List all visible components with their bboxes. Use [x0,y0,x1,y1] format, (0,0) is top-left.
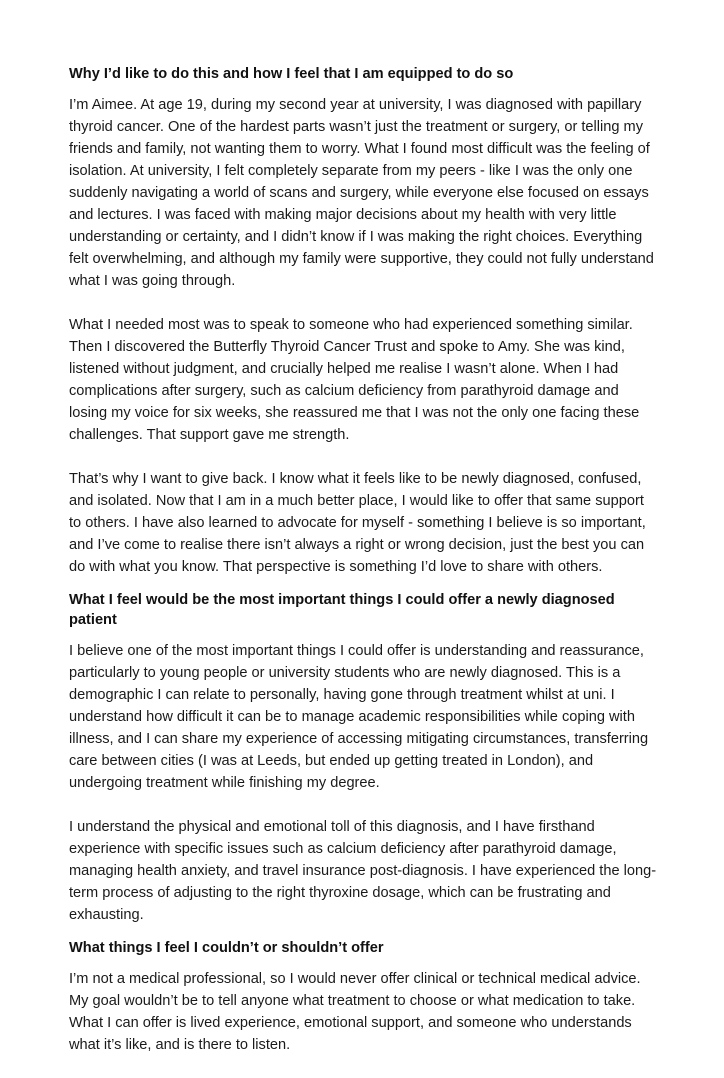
section-most-important-offer [69,590,659,926]
section-couldnt-offer [69,938,659,1056]
paragraph: What I needed most was to speak to someone who had experienced something similar. Then I discovered the Butterfly Thyroid Cancer Trust and spoke to Amy. She was kind, listened without judgment, and crucially helped me realise I wasn’t alone. When I had complications after surgery, such as calcium deficiency from parathyroid damage and losing my voice for six weeks, she reassured me that I was not the only one facing these challenges. That support gave me strength. [69,317,640,443]
section-heading: Why I’d like to do this and how I feel that I am equipped to do so [69,66,514,82]
paragraph: I believe one of the most important things I could offer is understanding and reassurance, particularly to young people or university students who are newly diagnosed. This is a demographic I can relate to personally, having gone through treatment whilst at uni. I understand how difficult it can be to manage academic responsibilities while coping with illness, and I can share my experience of accessing mitigating circumstances, transferring care between cities (I was at Leeds, but ended up getting treated in London), and undergoing treatment while finishing my degree. [69,643,649,791]
paragraph: I’m not a medical professional, so I would never offer clinical or technical medical advice. My goal wouldn’t be to tell anyone what treatment to choose or what medication to take. What I can offer is lived experience, emotional support, and someone who understands what it’s like, and is there to listen. [69,971,641,1053]
paragraph: I understand the physical and emotional toll of this diagnosis, and I have firsthand experience with specific issues such as calcium deficiency after parathyroid damage, managing health anxiety, and travel insurance post-diagnosis. I have experienced the long-term process of adjusting to the right thyroxine dosage, which can be frustrating and exhausting. [69,819,657,923]
section-heading: What I feel would be the most important things I could offer a newly diagnosed patient [69,592,615,628]
paragraph: That’s why I want to give back. I know what it feels like to be newly diagnosed, confused, and isolated. Now that I am in a much better place, I would like to offer that same support to others. I have also learned to advocate for myself - something I believe is so important, and I’ve come to realise there isn’t always a right or wrong decision, just the best you can do with what you know. That perspective is something I’d love to share with others. [69,471,646,575]
document-page [69,64,659,1078]
section-why-equipped [69,64,659,578]
section-heading: What things I feel I couldn’t or shouldn’t offer [69,940,384,956]
paragraph: I’m Aimee. At age 19, during my second year at university, I was diagnosed with papillary thyroid cancer. One of the hardest parts wasn’t just the treatment or surgery, or telling my friends and family, not wanting them to worry. What I found most difficult was the feeling of isolation. At university, I felt completely separate from my peers - like I was the only one suddenly navigating a world of scans and surgery, while everyone else focused on essays and lectures. I was faced with making major decisions about my health with very little understanding or certainty, and I didn’t know if I was making the right choices. Everything felt overwhelming, and although my family were supportive, they could not fully understand what I was going through. [69,97,654,289]
